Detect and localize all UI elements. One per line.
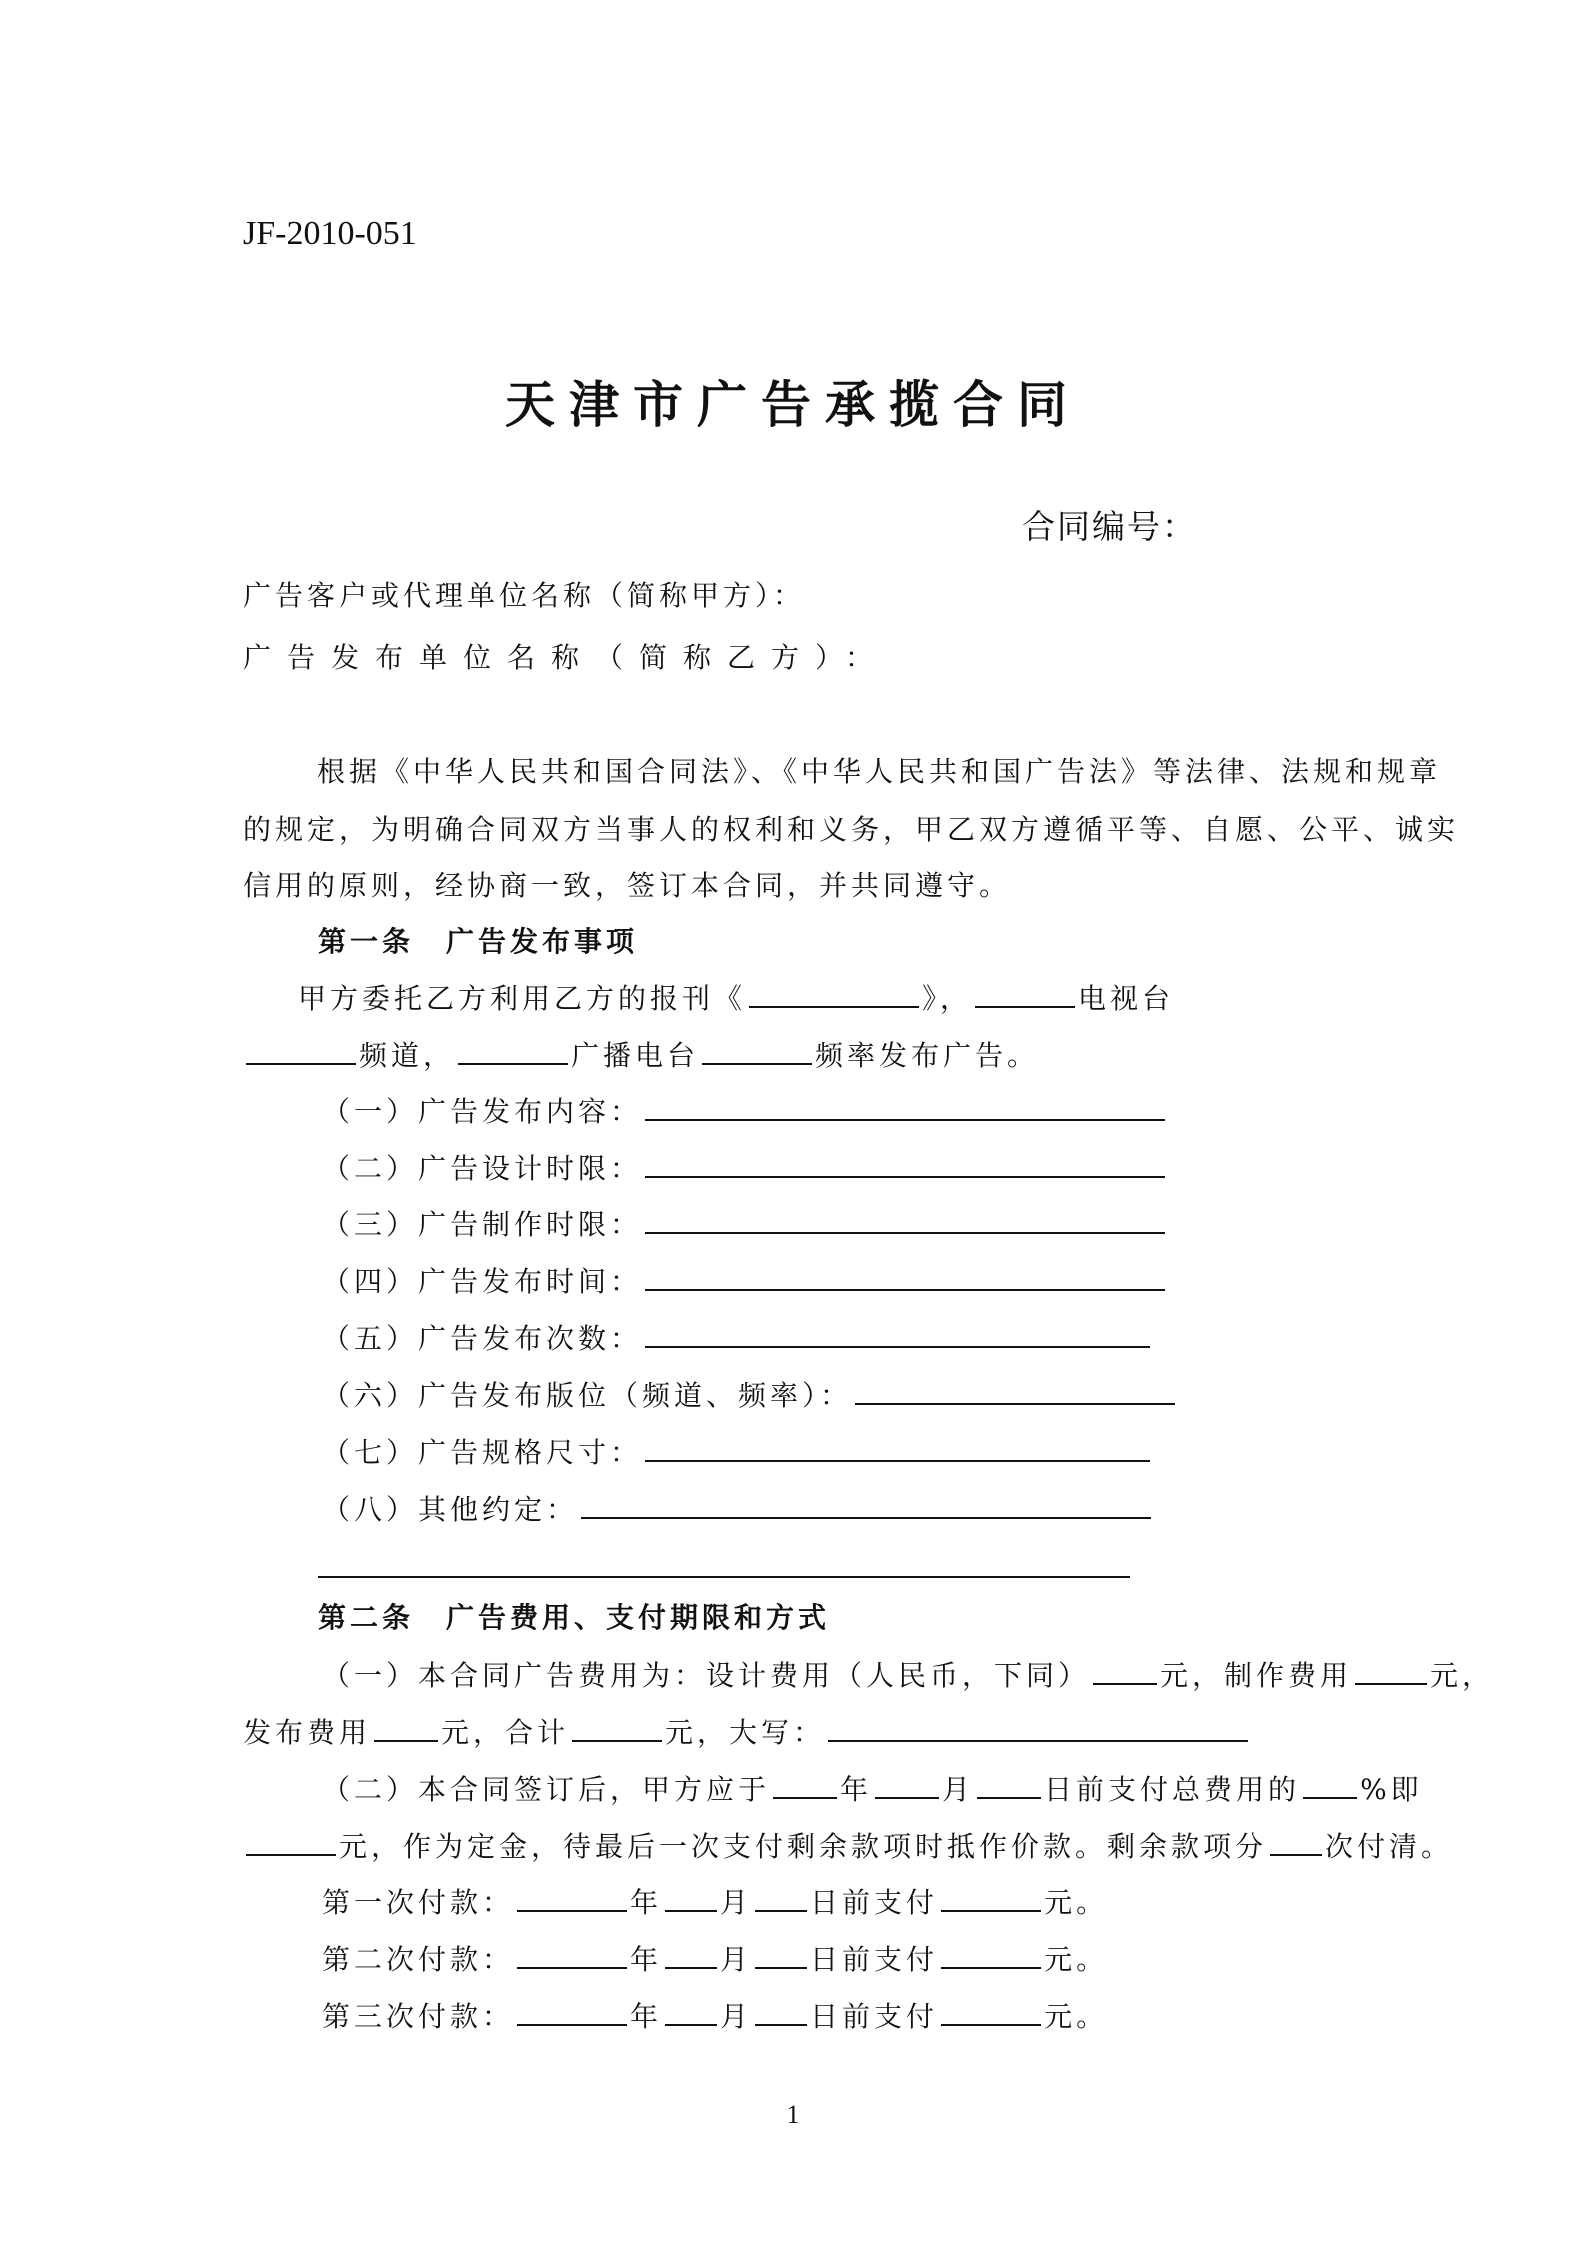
- page-number: 1: [786, 2100, 800, 2129]
- media-line-2-text-c: 频率发布广告。: [815, 1039, 1040, 1072]
- payment-3-yuan-label: 元。: [1044, 2000, 1109, 2033]
- payment-1-year-blank[interactable]: [517, 1882, 627, 1912]
- media-line-2-text-b: 广播电台: [571, 1039, 700, 1072]
- size-blank[interactable]: [645, 1432, 1150, 1462]
- publish-count-blank[interactable]: [645, 1318, 1150, 1348]
- item-placement-label: （六）广告发布版位（频道、频率）：: [322, 1379, 853, 1412]
- design-period-blank[interactable]: [645, 1148, 1165, 1178]
- deposit-percent-blank[interactable]: [1303, 1769, 1357, 1799]
- fee-line-1: [322, 1655, 1494, 1696]
- payment-3-label: 第三次付款：: [322, 2000, 515, 2033]
- payment-1-day-blank[interactable]: [755, 1882, 807, 1912]
- item-publish-count-label: （五）广告发布次数：: [322, 1322, 643, 1355]
- total-fee-blank[interactable]: [572, 1712, 662, 1742]
- payment-1-year-label: 年: [630, 1886, 663, 1919]
- radio-station-blank[interactable]: [458, 1035, 568, 1065]
- payment-2-year-label: 年: [630, 1943, 663, 1976]
- preamble-line-1: 根据《中华人民共和国合同法》、《中华人民共和国广告法》等法律、法规和规章: [317, 755, 1442, 788]
- payment-1-day-label: 日前支付: [810, 1886, 939, 1919]
- payment-2-day-label: 日前支付: [810, 1943, 939, 1976]
- production-period-blank[interactable]: [645, 1204, 1165, 1234]
- deposit-line-1-text-b: 日前支付总费用的: [1044, 1773, 1301, 1806]
- publish-time-blank[interactable]: [645, 1261, 1165, 1291]
- deposit-line-1-text-c: %即: [1360, 1773, 1423, 1806]
- fee-line-1-text-c: 元，: [1430, 1659, 1495, 1692]
- payment-1-month-blank[interactable]: [665, 1882, 717, 1912]
- payment-2-year-blank[interactable]: [517, 1939, 627, 1969]
- payment-2-amount-blank[interactable]: [941, 1939, 1041, 1969]
- payment-line-1: [322, 1882, 1108, 1923]
- payment-3-amount-blank[interactable]: [941, 1996, 1041, 2026]
- other-continuation-line[interactable]: [318, 1576, 1130, 1578]
- item-content-label: （一）广告发布内容：: [322, 1095, 643, 1128]
- payment-2-day-blank[interactable]: [755, 1939, 807, 1969]
- newspaper-blank[interactable]: [749, 978, 919, 1008]
- item-publish-time: [322, 1261, 1168, 1302]
- deposit-line-1: [322, 1769, 1423, 1810]
- deposit-amount-blank[interactable]: [246, 1826, 336, 1856]
- fee-line-2-text-a: 发布费用: [243, 1716, 372, 1749]
- payment-2-month-label: 月: [720, 1943, 753, 1976]
- item-size: [322, 1432, 1153, 1473]
- preamble-line-2: 的规定，为明确合同双方当事人的权利和义务，甲乙双方遵循平等、自愿、公平、诚实: [243, 813, 1460, 846]
- payment-line-2: [322, 1939, 1108, 1980]
- payment-3-year-blank[interactable]: [517, 1996, 627, 2026]
- production-fee-blank[interactable]: [1355, 1655, 1427, 1685]
- document-code: JF-2010-051: [243, 215, 417, 252]
- party-b-label: 广告发布单位名称（简称乙方）：: [243, 641, 890, 674]
- deposit-line-2-text-b: 次付清。: [1325, 1830, 1454, 1863]
- content-blank[interactable]: [645, 1091, 1165, 1121]
- item-publish-time-label: （四）广告发布时间：: [322, 1265, 643, 1298]
- item-production-period: [322, 1204, 1168, 1245]
- fee-line-2-text-b: 元，合计: [441, 1716, 570, 1749]
- payment-1-yuan-label: 元。: [1044, 1886, 1109, 1919]
- publish-fee-blank[interactable]: [374, 1712, 438, 1742]
- placement-blank[interactable]: [855, 1375, 1175, 1405]
- deposit-year-label: 年: [840, 1773, 873, 1806]
- media-line-1: [298, 978, 1174, 1019]
- media-line-2-text-a: 频道，: [359, 1039, 456, 1072]
- deposit-day-blank[interactable]: [977, 1769, 1041, 1799]
- item-design-period-label: （二）广告设计时限：: [322, 1152, 643, 1185]
- contract-number-label: 合同编号：: [1022, 507, 1197, 546]
- party-a-label: 广告客户或代理单位名称（简称甲方）：: [243, 579, 806, 612]
- deposit-line-2: [243, 1826, 1453, 1867]
- channel-blank[interactable]: [246, 1035, 356, 1065]
- media-line-2: [243, 1035, 1039, 1076]
- payment-2-label: 第二次付款：: [322, 1943, 515, 1976]
- fee-line-1-text-b: 元，制作费用: [1160, 1659, 1353, 1692]
- deposit-month-blank[interactable]: [875, 1769, 939, 1799]
- fee-line-2: [243, 1712, 1251, 1753]
- deposit-year-blank[interactable]: [773, 1769, 837, 1799]
- payment-3-year-label: 年: [630, 2000, 663, 2033]
- item-publish-count: [322, 1318, 1153, 1359]
- payment-3-day-label: 日前支付: [810, 2000, 939, 2033]
- deposit-line-1-text-a: （二）本合同签订后，甲方应于: [322, 1773, 771, 1806]
- payment-2-month-blank[interactable]: [665, 1939, 717, 1969]
- installment-count-blank[interactable]: [1270, 1826, 1322, 1856]
- item-design-period: [322, 1148, 1168, 1189]
- payment-1-month-label: 月: [720, 1886, 753, 1919]
- item-placement: [322, 1375, 1178, 1416]
- design-fee-blank[interactable]: [1093, 1655, 1157, 1685]
- payment-3-day-blank[interactable]: [755, 1996, 807, 2026]
- payment-2-yuan-label: 元。: [1044, 1943, 1109, 1976]
- item-other: [322, 1489, 1154, 1530]
- contract-title: 天津市广告承揽合同: [505, 376, 1081, 434]
- article-1-heading: 第一条 广告发布事项: [318, 925, 639, 958]
- media-line-1-text-b: 》，: [922, 982, 973, 1015]
- tv-station-blank[interactable]: [975, 978, 1075, 1008]
- deposit-month-label: 月: [942, 1773, 975, 1806]
- payment-line-3: [322, 1996, 1108, 2037]
- preamble-line-3: 信用的原则，经协商一致，签订本合同，并共同遵守。: [243, 869, 1012, 902]
- other-blank[interactable]: [581, 1489, 1151, 1519]
- frequency-blank[interactable]: [702, 1035, 812, 1065]
- media-line-1-text-c: 电视台: [1078, 982, 1175, 1015]
- payment-1-label: 第一次付款：: [322, 1886, 515, 1919]
- article-2-heading: 第二条 广告费用、支付期限和方式: [318, 1601, 831, 1634]
- payment-3-month-label: 月: [720, 2000, 753, 2033]
- item-production-period-label: （三）广告制作时限：: [322, 1208, 643, 1241]
- payment-1-amount-blank[interactable]: [941, 1882, 1041, 1912]
- media-line-1-text-a: 甲方委托乙方利用乙方的报刊《: [298, 982, 747, 1015]
- total-fee-words-blank[interactable]: [828, 1712, 1248, 1742]
- item-size-label: （七）广告规格尺寸：: [322, 1436, 643, 1469]
- payment-3-month-blank[interactable]: [665, 1996, 717, 2026]
- fee-line-2-text-c: 元，大写：: [665, 1716, 826, 1749]
- deposit-line-2-text-a: 元，作为定金，待最后一次支付剩余款项时抵作价款。剩余款项分: [339, 1830, 1268, 1863]
- fee-line-1-text-a: （一）本合同广告费用为：设计费用（人民币，下同）: [322, 1659, 1091, 1692]
- item-other-label: （八）其他约定：: [322, 1493, 579, 1526]
- item-content: [322, 1091, 1168, 1132]
